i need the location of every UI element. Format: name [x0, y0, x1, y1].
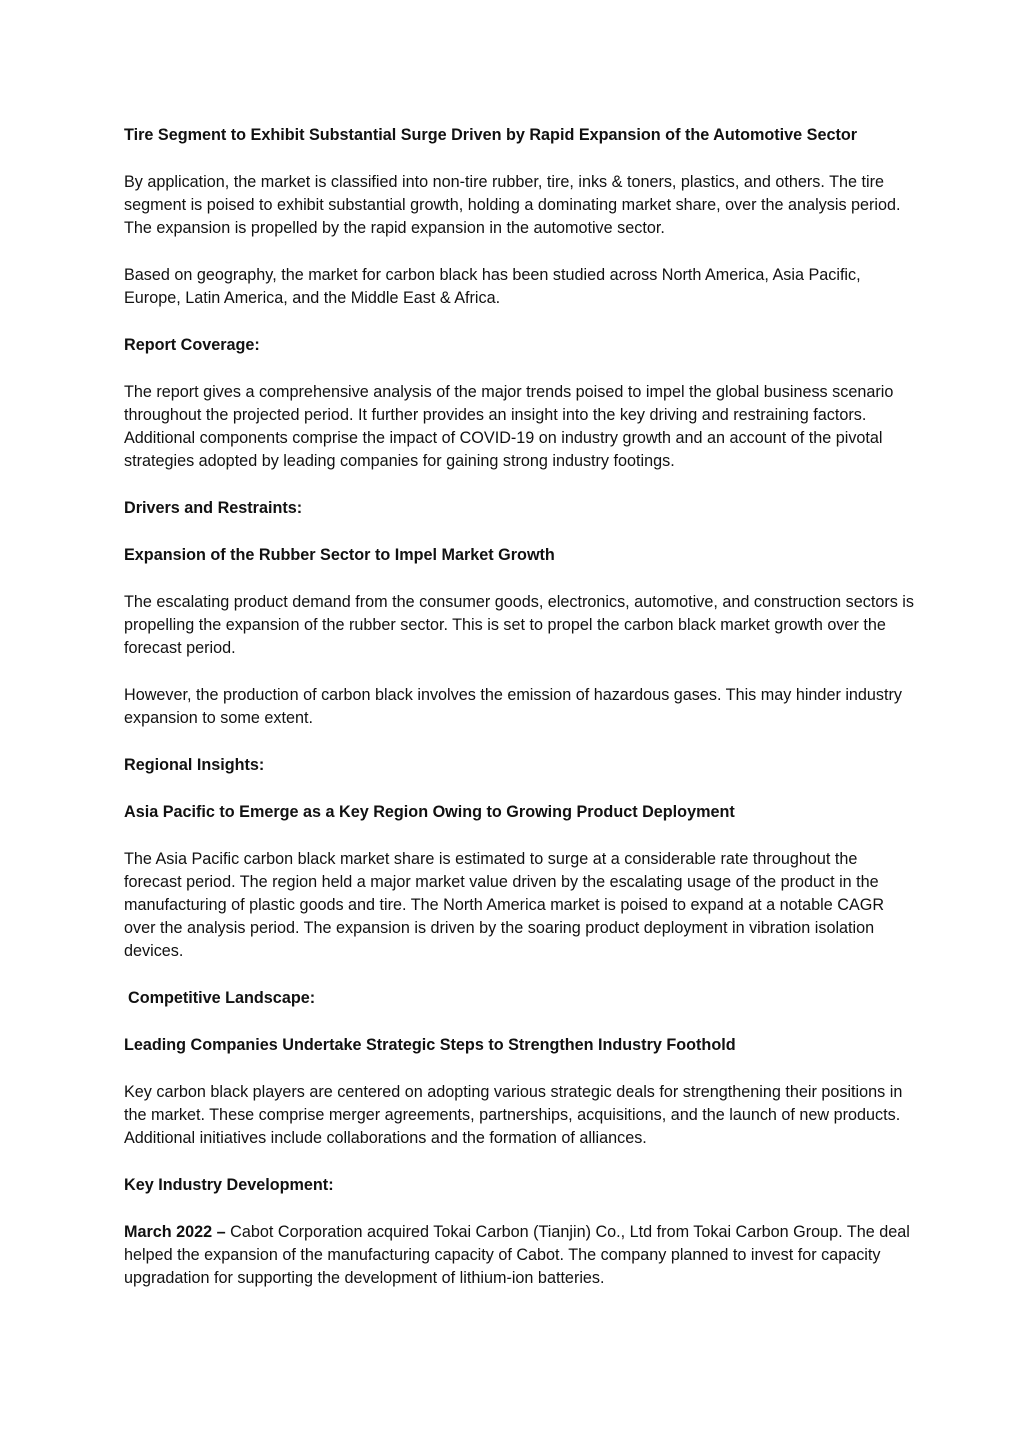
paragraph-application: By application, the market is classified into non-tire rubber, tire, inks & toners, plastics, and others. The tire segment is poised to exhibit substantial growth, holding a dominating market share, over the analysis period. The expansion is propelled by the rapid expansion in the automotive sector.	[124, 172, 901, 238]
heading-asia-pacific: Asia Pacific to Emerge as a Key Region Owing to Growing Product Deployment	[124, 802, 735, 821]
paragraph-development	[124, 1221, 914, 1291]
heading-key-development: Key Industry Development:	[124, 1176, 334, 1194]
paragraph-competitive: Key carbon black players are centered on adopting various strategic deals for strengthening their positions in the market. These comprise merger agreements, partnerships, acquisitions, and the launch of new products. Additional initiatives include collaborations and the formation of alliances.	[124, 1082, 903, 1148]
paragraph-asia-pacific: The Asia Pacific carbon black market share is estimated to surge at a considerable rate throughout the forecast period. The region held a major market value driven by the escalating usage of the product in the manufacturing of plastic goods and tire. The North America market is poised to expand at a notable CAGR over the analysis period. The expansion is driven by the soaring product deployment in vibration isolation devices.	[124, 849, 885, 961]
document-page	[124, 124, 914, 1314]
paragraph-rubber-sector: The escalating product demand from the consumer goods, electronics, automotive, and construction sectors is propelling the expansion of the rubber sector. This is set to propel the carbon black market growth over the forecast period.	[124, 592, 914, 658]
heading-report-coverage: Report Coverage:	[124, 336, 260, 354]
development-text: Cabot Corporation acquired Tokai Carbon (Tianjin) Co., Ltd from Tokai Carbon Group. The deal helped the expansion of the manufacturing capacity of Cabot. The company planned to invest for capacity upgradation for supporting the development of lithium-ion batteries.	[124, 1222, 910, 1288]
paragraph-restraint: However, the production of carbon black involves the emission of hazardous gases. This may hinder industry expansion to some extent.	[124, 686, 903, 728]
heading-tire-segment: Tire Segment to Exhibit Substantial Surge Driven by Rapid Expansion of the Automotive Sector	[124, 126, 858, 144]
heading-rubber-sector: Expansion of the Rubber Sector to Impel Market Growth	[124, 546, 555, 564]
paragraph-report-coverage: The report gives a comprehensive analysis of the major trends poised to impel the global business scenario throughout the projected period. It further provides an insight into the key driving and restraining factors. Additional components comprise the impact of COVID-19 on industry growth and an account of the pivotal strategies adopted by leading companies for gaining strong industry footings.	[124, 382, 894, 471]
heading-regional-insights: Regional Insights:	[124, 756, 265, 774]
paragraph-geography: Based on geography, the market for carbon black has been studied across North America, Asia Pacific, Europe, Latin America, and the Middle East & Africa.	[124, 266, 861, 308]
development-date: March 2022 –	[124, 1222, 226, 1241]
heading-drivers-restraints: Drivers and Restraints:	[124, 499, 303, 518]
heading-competitive-landscape: Competitive Landscape:	[128, 989, 316, 1008]
heading-leading-companies: Leading Companies Undertake Strategic Steps to Strengthen Industry Foothold	[124, 1036, 736, 1054]
